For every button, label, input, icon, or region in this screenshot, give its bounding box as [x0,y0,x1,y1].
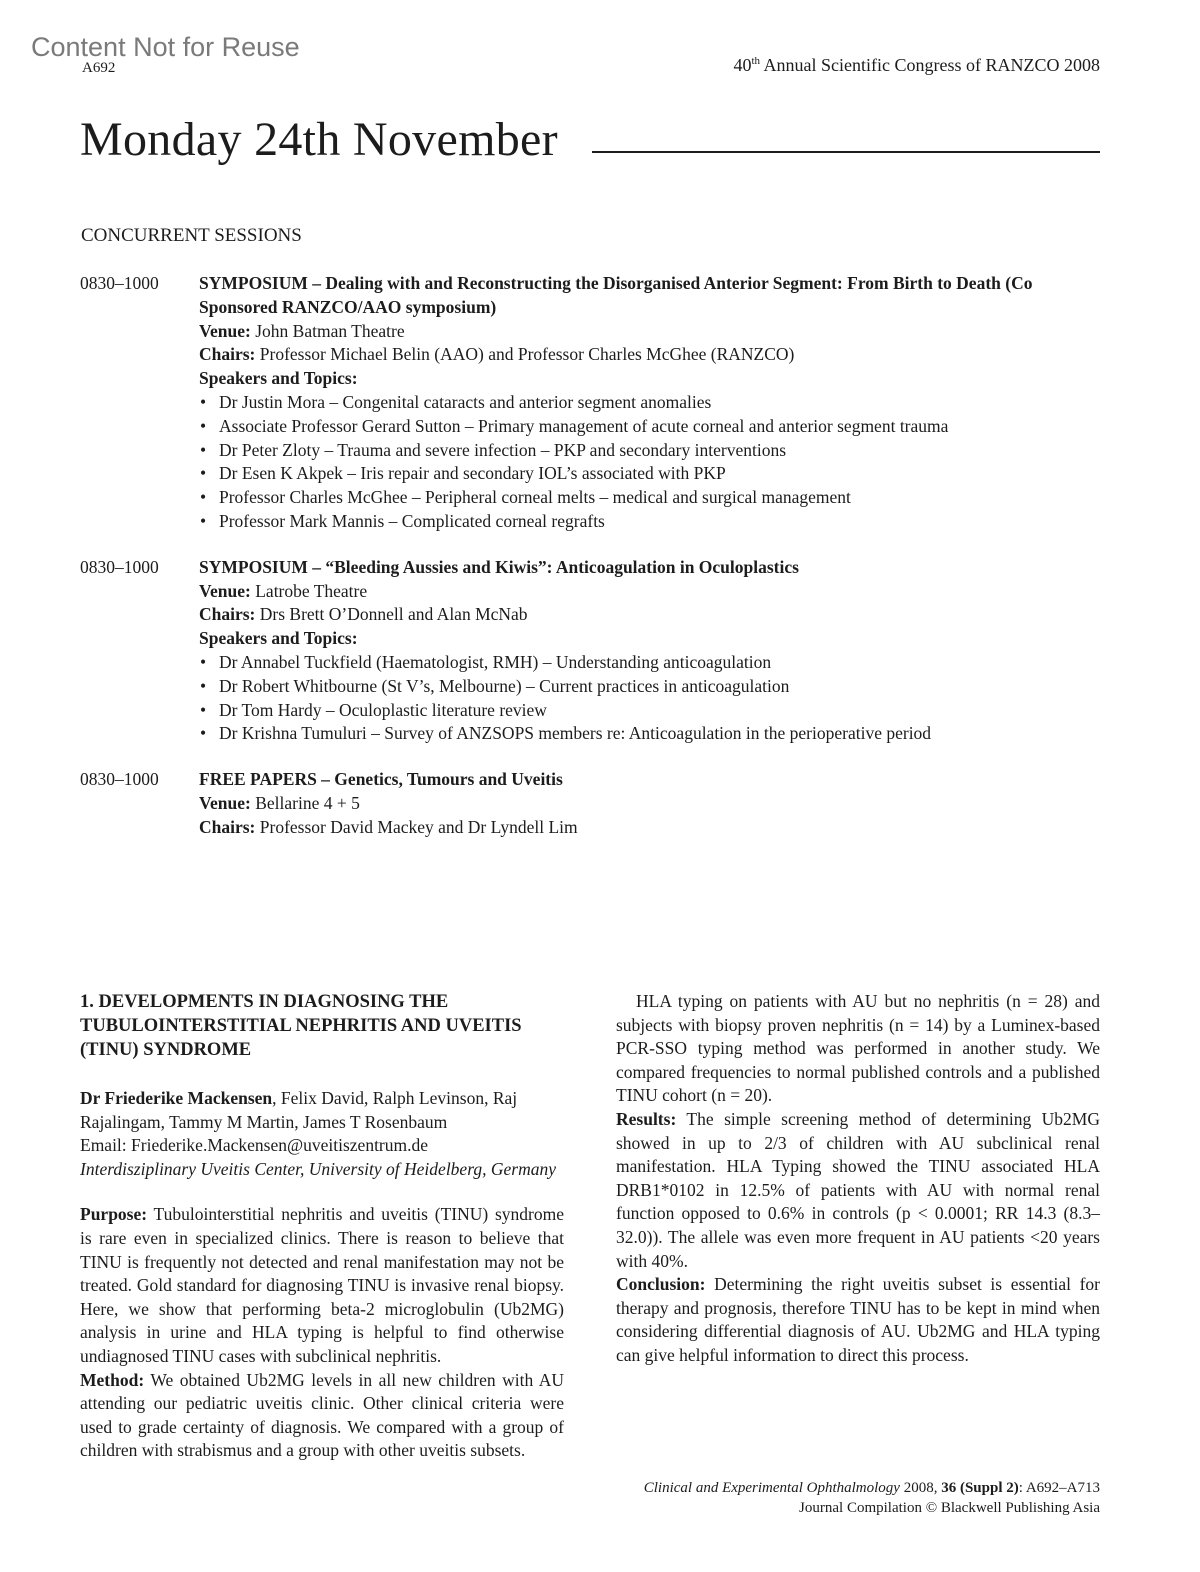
running-head-sup: th [751,55,761,67]
conclusion-text: Determining the right uveitis subset is essential for therapy and prognosis, therefore TINU has to be kept in mind when considering differential diagnosis of AU. Ub2MG and HLA typing can give helpful information to direct this process. [616,1274,1100,1365]
chairs-label: Chairs: [199,604,256,625]
footer-pages: : A692–A713 [1018,1480,1100,1496]
session-chairs [199,343,1100,367]
venue-value: Latrobe Theatre [255,580,368,601]
page-footer [644,1478,1100,1518]
chairs-value: Drs Brett O’Donnell and Alan McNab [259,604,528,625]
topic-item: • Professor Charles McGhee – Peripheral corneal melts – medical and surgical management [199,486,1100,510]
session-time: 0830–1000 [80,769,159,790]
session-title: FREE PAPERS – Genetics, Tumours and Uveitis [199,769,563,790]
topic-item: • Dr Robert Whitbourne (St V’s, Melbourne) – Current practices in anticoagulation [199,675,1100,699]
purpose-paragraph [80,1203,564,1368]
abstract-authors [80,1087,564,1134]
session-venue [199,580,1100,604]
topics-list [199,651,1100,746]
topic-item: • Dr Tom Hardy – Oculoplastic literature review [199,699,1100,723]
journal-name: Clinical and Experimental Ophthalmology [643,1480,900,1496]
session-body [199,768,1100,839]
chairs-value: Professor David Mackey and Dr Lyndell Lim [259,816,578,837]
topic-item: • Dr Justin Mora – Congenital cataracts and anterior segment anomalies [199,391,1100,415]
session-body [199,556,1100,746]
footer-copyright: Journal Compilation © Blackwell Publishing Asia [799,1500,1100,1516]
topics-list [199,391,1100,534]
results-label: Results: [616,1108,677,1129]
venue-label: Venue: [199,320,251,341]
session [80,272,1100,534]
results-text: The simple screening method of determining Ub2MG showed in up to 2/3 of children with AU subclinical renal manifestation. HLA Typing showed the TINU associated HLA DRB1*0102 in 12.5% of patients with AU with normal renal function opposed to 0.6% in controls (p < 0.0001; RR 14.3 (8.3–32.0)). The allele was even more frequent in AU patients <20 years with 40%. [616,1108,1100,1271]
topic-item: • Associate Professor Gerard Sutton – Primary management of acute corneal and anterior segment trauma [199,415,1100,439]
venue-label: Venue: [199,580,251,601]
method-paragraph [80,1369,564,1463]
author-affiliation: Interdisziplinary Uveitis Center, University of Heidelberg, Germany [80,1158,556,1179]
topic-item: • Dr Krishna Tumuluri – Survey of ANZSOPS members re: Anticoagulation in the perioperative period [199,722,1100,746]
speakers-label: Speakers and Topics: [199,628,358,649]
session-title: SYMPOSIUM – “Bleeding Aussies and Kiwis”: Anticoagulation in Oculoplastics [199,556,799,577]
venue-value: Bellarine 4 + 5 [255,792,360,813]
venue-value: John Batman Theatre [255,320,405,341]
conclusion-label: Conclusion: [616,1274,706,1295]
watermark: Content Not for Reuse [31,32,300,62]
footer-year: 2008, [899,1480,942,1496]
session-time: 0830–1000 [80,273,159,293]
section-label: CONCURRENT SESSIONS [81,225,302,246]
venue-label: Venue: [199,792,251,813]
chairs-label: Chairs: [199,344,256,365]
presenting-author: Dr Friederike Mackensen [80,1088,273,1108]
conclusion-paragraph [616,1273,1100,1367]
abstract-title: 1. DEVELOPMENTS IN DIAGNOSING THE TUBULOINTERSTITIAL NEPHRITIS AND UVEITIS (TINU) SYNDROME [80,992,522,1060]
topic-item: • Dr Peter Zloty – Trauma and severe infection – PKP and secondary interventions [199,439,1100,463]
session-body [199,272,1100,534]
session-venue [199,792,1100,816]
chairs-label: Chairs: [199,816,256,837]
method-continued-paragraph: HLA typing on patients with AU but no nephritis (n = 28) and subjects with biopsy proven nephritis (n = 14) by a Luminex-based PCR-SSO typing method was performed in another study. We compared frequencies to normal published controls and a published TINU cohort (n = 20). [616,991,1100,1106]
session-time: 0830–1000 [80,556,159,577]
session-venue [199,320,1100,344]
chairs-value: Professor Michael Belin (AAO) and Professor Charles McGhee (RANZCO) [259,344,795,365]
abstract-left-column [80,990,564,1463]
method-text: We obtained Ub2MG levels in all new children with AU attending our pediatric uveitis clinic. Other clinical criteria were used to grade certainty of diagnosis. We compared with a group of children with strabismus and a group with other uveitis subsets. [80,1369,564,1461]
page-number: A692 [82,60,116,76]
topic-item: • Dr Annabel Tuckfield (Haematologist, RMH) – Understanding anticoagulation [199,651,1100,675]
author-email: Email: Friederike.Mackensen@uveitiszentrum.de [80,1135,429,1156]
session-chairs [199,816,1100,840]
topic-item: • Dr Esen K Akpek – Iris repair and secondary IOL’s associated with PKP [199,462,1100,486]
speakers-label: Speakers and Topics: [199,368,358,389]
abstract-right-column [616,990,1100,1368]
footer-volume: 36 [941,1480,957,1496]
sessions-list [80,272,1100,862]
session [80,556,1100,746]
footer-citation [644,1478,1100,1498]
results-paragraph [616,1108,1100,1273]
session [80,768,1100,839]
purpose-label: Purpose: [80,1204,148,1225]
coauthors: , Felix David, Ralph Levinson, Raj Rajalingam, Tammy M Martin, James T Rosenbaum [80,1088,518,1132]
session-chairs [199,603,1100,627]
title-rule [592,151,1100,153]
page-title: Monday 24th November [80,113,558,166]
running-head-text: Annual Scientific Congress of RANZCO 2008 [760,55,1100,75]
running-head-ordinal: 40 [733,55,752,75]
session-title: SYMPOSIUM – Dealing with and Reconstructing the Disorganised Anterior Segment: From Birth to Death (Co Sponsored RANZCO/AAO symposium) [199,273,1033,317]
topic-item: • Professor Mark Mannis – Complicated corneal regrafts [199,510,1100,534]
running-head [733,55,1100,76]
purpose-text: Tubulointerstitial nephritis and uveitis (TINU) syndrome is rare even in specialized clinics. There is reason to believe that TINU is frequently not detected and renal manifestation may not be treated. Gold standard for diagnosing TINU is invasive renal biopsy. Here, we show that performing beta-2 microglobulin (Ub2MG) analysis in urine and HLA typing is helpful to find otherwise undiagnosed TINU cases with subclinical nephritis. [80,1204,564,1366]
footer-suppl: (Suppl 2) [956,1480,1019,1496]
method-label: Method: [80,1369,145,1390]
